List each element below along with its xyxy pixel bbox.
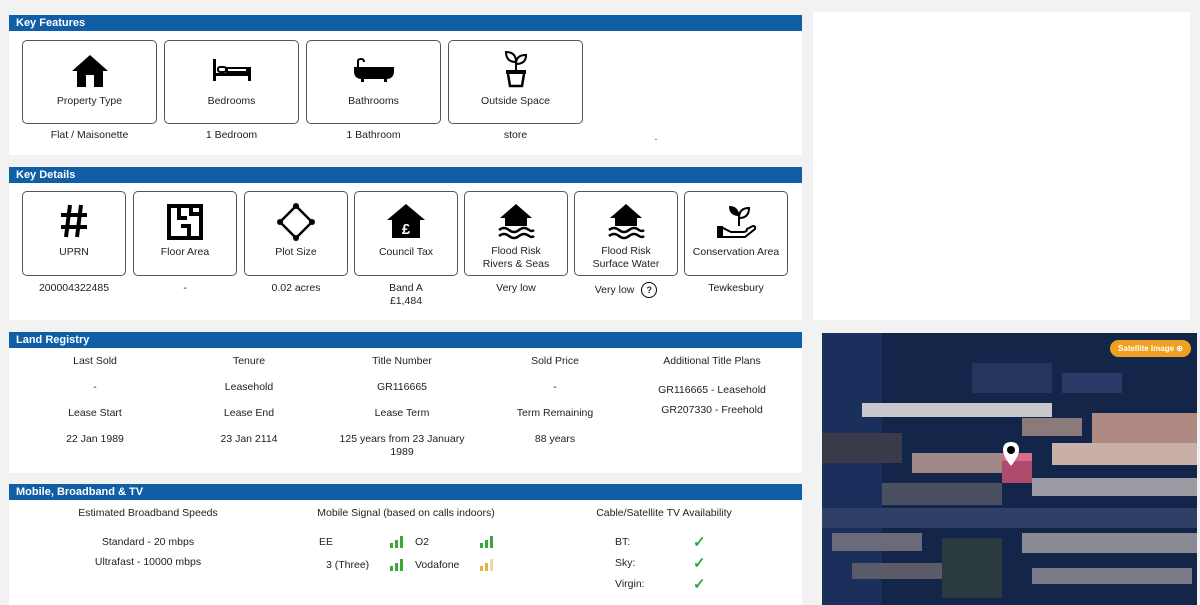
mobile-broadband-panel — [9, 484, 802, 605]
mobile-signal-label: Mobile Signal (based on calls indoors) — [317, 507, 495, 519]
plot-icon — [245, 202, 347, 242]
network-vodafone: Vodafone — [415, 559, 460, 571]
outside-space-label: Outside Space — [481, 95, 550, 107]
network-o2: O2 — [415, 536, 430, 548]
floor-plan-icon — [134, 204, 236, 240]
key-details-panel — [9, 167, 802, 320]
property-type-tile — [22, 40, 157, 124]
bedrooms-tile — [164, 40, 299, 124]
lease-start-value: 22 Jan 1989 — [66, 433, 124, 445]
flood-surface-value: Very low — [594, 283, 635, 296]
term-remaining-value: 88 years — [534, 433, 576, 445]
additional-title-plan-2[interactable]: GR207330 - Freehold — [661, 404, 763, 416]
flood-rivers-value: Very low — [496, 282, 536, 294]
tenure-label: Tenure — [232, 355, 266, 367]
check-icon: ✓ — [693, 534, 706, 551]
tv-bt: BT: — [615, 536, 631, 548]
satellite-imagery — [822, 333, 1197, 605]
bathrooms-label: Bathrooms — [348, 95, 399, 107]
bedrooms-value: 1 Bedroom — [205, 129, 258, 141]
uprn-value: 200004322485 — [38, 282, 110, 294]
signal-bars-icon — [390, 558, 403, 571]
council-tax-tile — [354, 191, 458, 276]
floor-area-label: Floor Area — [160, 246, 210, 258]
key-features-panel — [9, 15, 802, 155]
floor-area-tile — [133, 191, 237, 276]
tv-availability-label: Cable/Satellite TV Availability — [596, 507, 732, 519]
satellite-image-label: Satellite Image — [1118, 344, 1175, 353]
key-details-header: Key Details — [9, 167, 802, 183]
hash-icon — [23, 203, 125, 239]
signal-bars-icon — [480, 535, 493, 548]
tenure-value: Leasehold — [224, 381, 274, 393]
signal-bars-icon — [390, 535, 403, 548]
plot-size-tile — [244, 191, 348, 276]
network-three: 3 (Three) — [326, 559, 370, 571]
floor-area-value: - — [183, 282, 187, 294]
mobile-broadband-header: Mobile, Broadband & TV — [9, 484, 802, 500]
plant-pot-icon — [449, 50, 582, 88]
tv-virgin: Virgin: — [615, 578, 645, 590]
check-icon: ✓ — [693, 555, 706, 572]
flood-rivers-label: Flood Risk — [491, 245, 541, 257]
lease-start-label: Lease Start — [68, 407, 122, 419]
svg-text:£: £ — [401, 221, 411, 238]
plot-size-value: 0.02 acres — [271, 282, 321, 294]
bathrooms-value: 1 Bathroom — [346, 129, 401, 141]
zoom-icon: ⊕ — [1176, 344, 1183, 353]
extra-value: . — [654, 131, 658, 143]
lease-end-value: 23 Jan 2114 — [220, 433, 278, 445]
council-tax-label: Council Tax — [378, 246, 434, 258]
flood-house-icon — [575, 202, 677, 240]
flood-surface-sublabel: Surface Water — [592, 258, 660, 270]
last-sold-label: Last Sold — [73, 355, 117, 367]
broadband-standard: Standard - 20 mbps — [101, 536, 195, 548]
plot-size-label: Plot Size — [275, 246, 317, 258]
uprn-label: UPRN — [59, 246, 89, 258]
term-remaining-label: Term Remaining — [516, 407, 594, 419]
property-type-label: Property Type — [56, 95, 123, 107]
land-registry-header: Land Registry — [9, 332, 802, 348]
satellite-map[interactable] — [822, 333, 1197, 605]
house-pound-icon — [355, 202, 457, 240]
location-pin-icon[interactable] — [1002, 441, 1020, 467]
help-icon[interactable]: ? — [641, 282, 657, 298]
conservation-area-tile — [684, 191, 788, 276]
conservation-area-label: Conservation Area — [692, 246, 780, 258]
network-ee: EE — [319, 536, 334, 548]
flood-rivers-sublabel: Rivers & Seas — [482, 258, 550, 270]
uprn-tile — [22, 191, 126, 276]
bathrooms-tile — [306, 40, 441, 124]
last-sold-value: - — [93, 381, 97, 393]
flood-surface-label: Flood Risk — [601, 245, 651, 257]
outside-space-value: store — [503, 129, 528, 141]
hand-plant-icon — [685, 202, 787, 240]
additional-title-plan-1[interactable]: GR116665 - Leasehold — [658, 384, 766, 396]
council-tax-band: Band A — [389, 282, 423, 294]
lease-term-value: 125 years from 23 January — [339, 433, 465, 445]
lease-term-label: Lease Term — [374, 407, 430, 419]
sold-price-value: - — [553, 381, 557, 393]
outside-space-tile — [448, 40, 583, 124]
title-number-label: Title Number — [372, 355, 432, 367]
tv-sky: Sky: — [615, 557, 636, 569]
bed-icon — [165, 57, 298, 83]
check-icon: ✓ — [693, 576, 706, 593]
key-features-header: Key Features — [9, 15, 802, 31]
bathtub-icon — [307, 57, 440, 83]
land-registry-panel — [9, 332, 802, 473]
flood-surface-value-row — [574, 282, 678, 298]
map-placeholder-top — [813, 12, 1190, 320]
satellite-image-button[interactable] — [1110, 340, 1191, 357]
sold-price-label: Sold Price — [531, 355, 579, 367]
flood-house-icon — [465, 202, 567, 240]
bedrooms-label: Bedrooms — [207, 95, 256, 107]
title-number-value: GR116665 — [376, 381, 427, 393]
house-icon — [23, 53, 156, 89]
signal-bars-icon — [480, 558, 493, 571]
broadband-ultrafast: Ultrafast - 10000 mbps — [94, 556, 202, 568]
conservation-area-value: Tewkesbury — [708, 282, 764, 294]
lease-end-label: Lease End — [223, 407, 275, 419]
flood-surface-tile — [574, 191, 678, 276]
flood-rivers-tile — [464, 191, 568, 276]
broadband-speeds-label: Estimated Broadband Speeds — [78, 507, 218, 519]
lease-term-value-cont: 1989 — [390, 446, 414, 458]
additional-title-plans-label: Additional Title Plans — [663, 355, 761, 367]
council-tax-amount: £1,484 — [389, 295, 423, 307]
property-type-value: Flat / Maisonette — [50, 129, 129, 141]
